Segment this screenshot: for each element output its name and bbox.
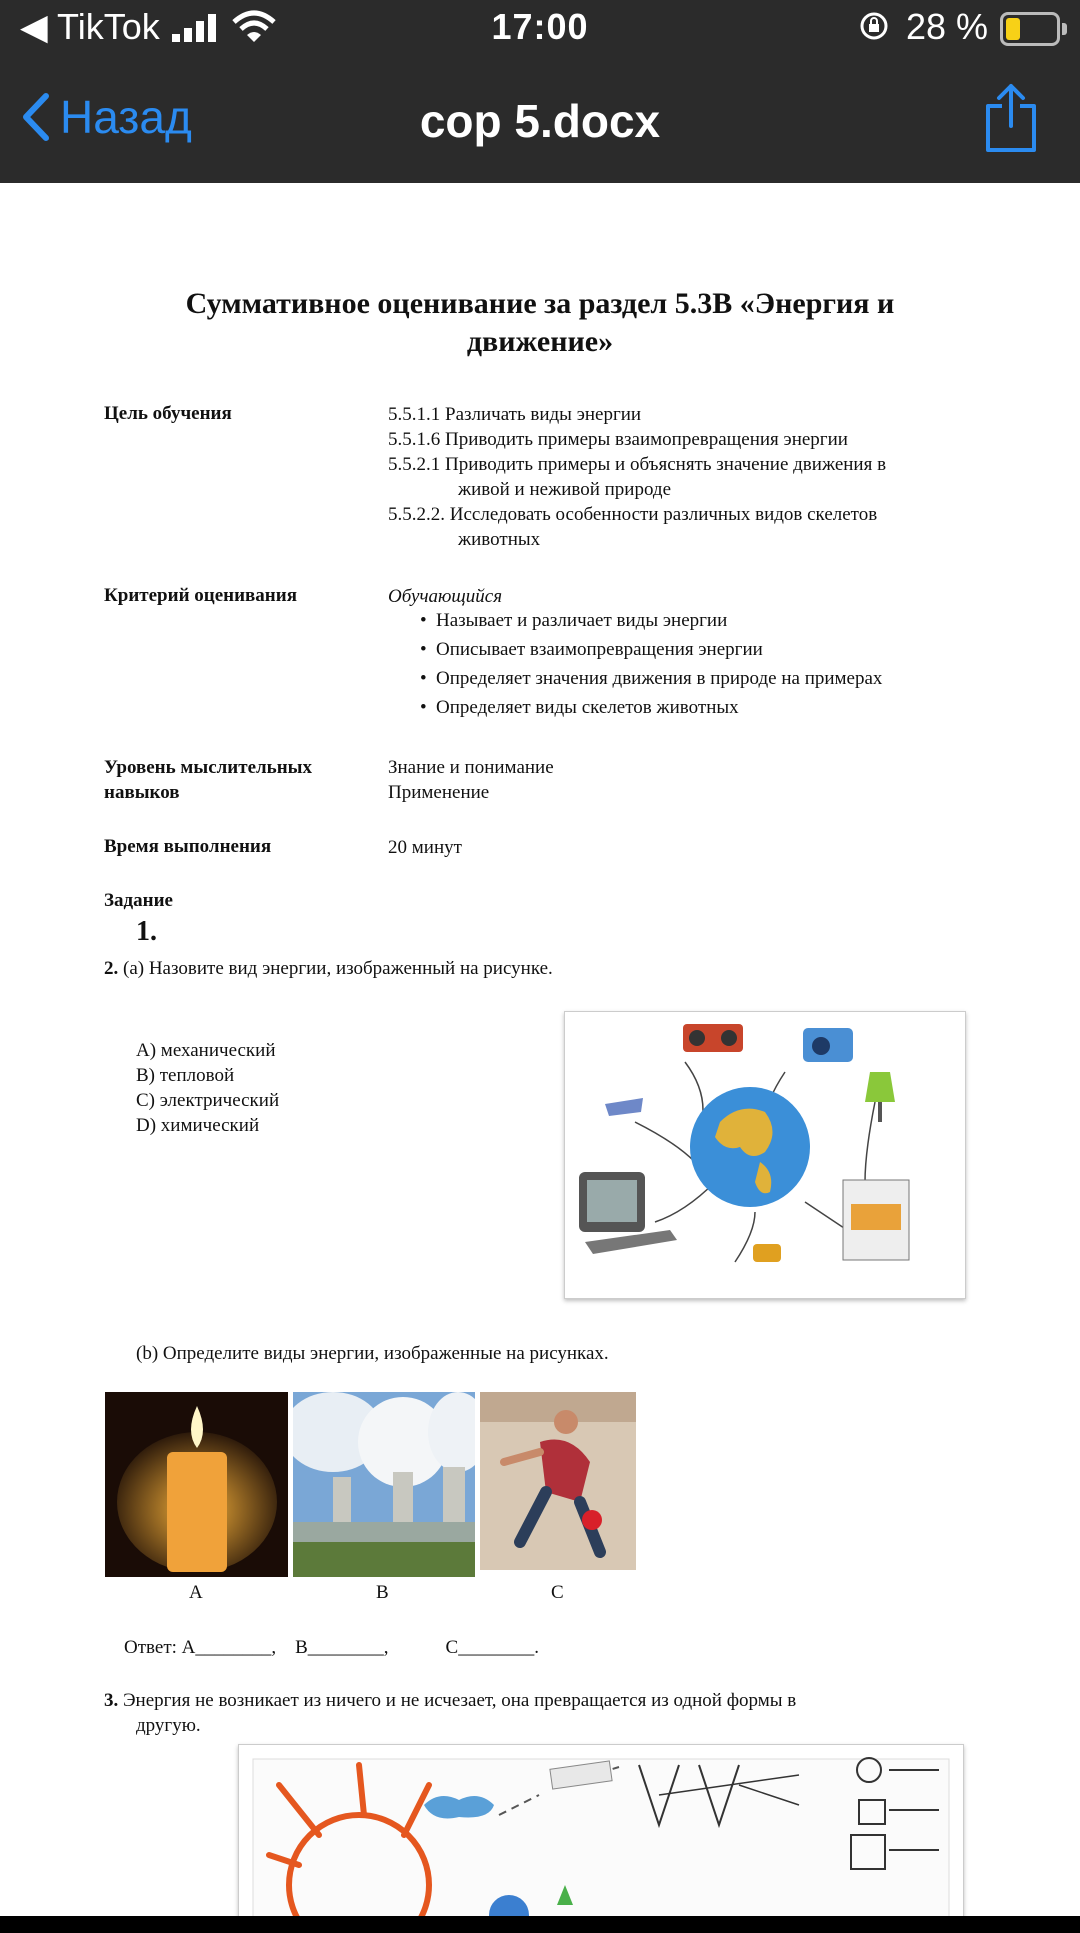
document-page [0, 183, 1080, 1933]
back-button-label: Назад [60, 91, 192, 143]
option-c: C) электрический [136, 1090, 280, 1111]
top-bar [0, 0, 1080, 183]
level-value: Знание и понимание [388, 757, 554, 778]
criteria-bullet: • Определяет значения движения в природе на примерах [420, 664, 882, 693]
title-line-1: Суммативное оценивание за раздел 5.3В «Энергия и [185, 287, 895, 320]
option-b: B) тепловой [136, 1065, 235, 1086]
task-3-number: 3. [104, 1690, 119, 1711]
bowling-player-illustration [480, 1392, 636, 1570]
photo-label-c: C [551, 1582, 564, 1603]
task-3-text: Энергия не возникает из ничего и не исчезает, она превращается из одной формы в [123, 1690, 797, 1711]
battery-icon [1000, 12, 1060, 46]
electric-appliances-image [564, 1011, 966, 1299]
goal-item: 5.5.1.1 Различать виды энергии [388, 404, 642, 425]
goal-label: Цель обучения [104, 403, 232, 424]
page-title [110, 285, 970, 361]
share-icon[interactable] [982, 82, 1040, 154]
task-2-question [104, 956, 553, 981]
task-3-text-cont: другую. [136, 1715, 201, 1736]
photo-label-a: A [189, 1582, 203, 1603]
task-1-number: 1. [136, 916, 157, 947]
goal-item: 5.5.2.1 Приводить примеры и объяснять значение движения в [388, 454, 887, 475]
time-label: Время выполнения [104, 836, 272, 857]
bottom-edge [0, 1916, 1080, 1933]
power-plant-illustration [293, 1392, 475, 1577]
candle-illustration [105, 1392, 288, 1577]
electric-appliances-illustration [565, 1012, 965, 1298]
level-values [388, 755, 554, 805]
criteria-bullet: • Определяет виды скелетов животных [420, 693, 882, 722]
criteria-bullet: • Называет и различает виды энергии [420, 606, 882, 635]
answer-line: Ответ: A________, B________, C________. [124, 1637, 539, 1658]
rotation-lock-icon [858, 10, 890, 42]
title-line-2: движение» [466, 325, 614, 358]
photo-label-b: B [376, 1582, 389, 1603]
task-2-number: 2. [104, 958, 119, 979]
back-to-app-link[interactable]: ◀ TikTok [20, 6, 160, 47]
battery-percent: 28 % [905, 6, 988, 47]
document-title: сор 5.docx [419, 95, 661, 147]
status-bar [0, 0, 1080, 58]
energy-conversion-illustration [239, 1745, 963, 1918]
option-a: A) механический [136, 1040, 276, 1061]
status-time: 17:00 [491, 6, 589, 47]
navigation-bar [0, 60, 1080, 182]
goal-item: животных [458, 529, 541, 550]
criteria-label: Критерий оценивания [104, 585, 297, 606]
goal-item: живой и неживой природе [458, 479, 672, 500]
candle-photo [105, 1392, 288, 1577]
criteria-intro: Обучающийся [388, 586, 503, 607]
answer-options [136, 1038, 279, 1138]
task-2b-question: (b) Определите виды энергии, изображенные на рисунках. [136, 1343, 609, 1364]
level-label-line: навыков [104, 782, 180, 803]
bowling-photo [480, 1392, 636, 1570]
criteria-bullets [420, 606, 882, 722]
level-label-line: Уровень мыслительных [104, 757, 312, 778]
task-2-text: (a) Назовите вид энергии, изображенный на рисунке. [123, 958, 553, 979]
criteria-bullet: • Описывает взаимопревращения энергии [420, 635, 882, 664]
goal-item: 5.5.2.2. Исследовать особенности различных видов скелетов [388, 504, 878, 525]
time-value: 20 минут [388, 837, 462, 858]
task-3-question [104, 1688, 796, 1738]
energy-conversion-image [238, 1744, 964, 1918]
option-d: D) химический [136, 1115, 260, 1136]
goal-item: 5.5.1.6 Приводить примеры взаимопревращения энергии [388, 429, 848, 450]
level-label [104, 755, 312, 805]
task-label: Задание [104, 890, 173, 911]
power-plant-photo [293, 1392, 475, 1577]
level-value: Применение [388, 782, 490, 803]
goal-values [388, 402, 886, 552]
